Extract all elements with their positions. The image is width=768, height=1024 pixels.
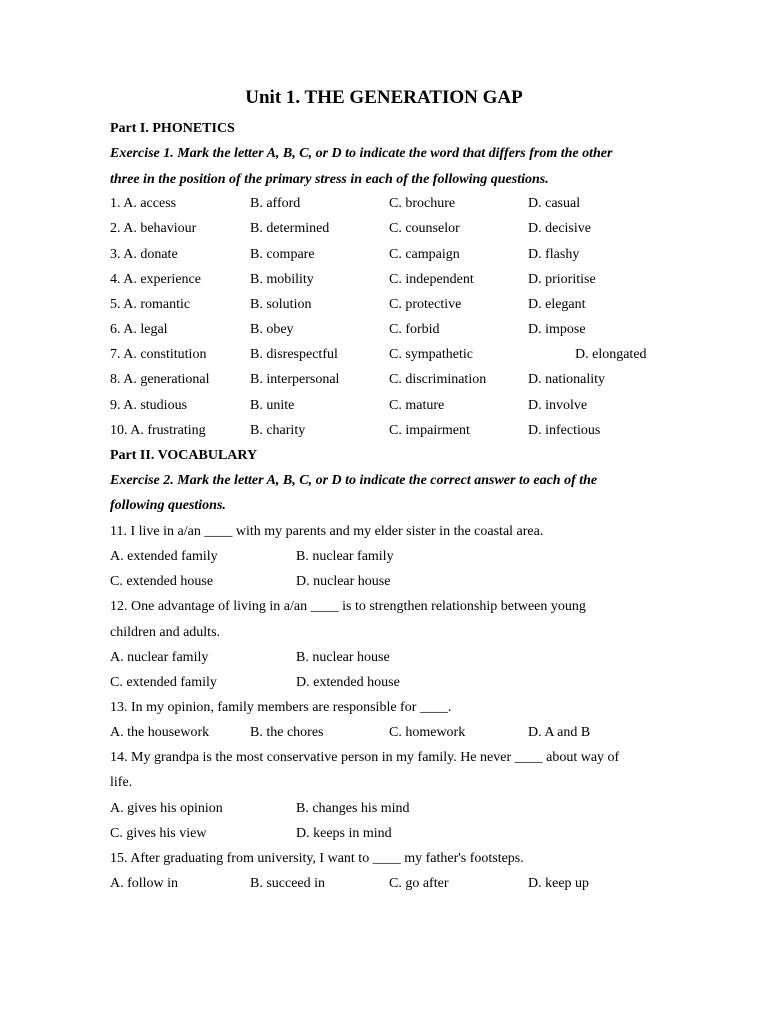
q8-option-d: D. nationality [528, 372, 605, 387]
q12-option-b: B. nuclear house [296, 650, 390, 665]
q13-option-d: D. A and B [528, 725, 591, 740]
q13-option-c: C. homework [389, 725, 466, 740]
q15-stem: 15. After graduating from university, I want to ____ my father's footsteps. [110, 851, 524, 866]
part1-heading: Part I. PHONETICS [110, 121, 235, 136]
q10-option-a: 10. A. frustrating [110, 423, 206, 438]
q7-option-b: B. disrespectful [250, 347, 338, 362]
q14-option-a: A. gives his opinion [110, 801, 223, 816]
q8-option-a: 8. A. generational [110, 372, 210, 387]
q10-option-c: C. impairment [389, 423, 470, 438]
q9-option-c: C. mature [389, 398, 445, 413]
q9-option-a: 9. A. studious [110, 398, 188, 413]
q11-option-a: A. extended family [110, 549, 218, 564]
exercise1-instruction-line2: three in the position of the primary stress in each of the following questions. [110, 172, 549, 187]
q5-option-c: C. protective [389, 297, 462, 312]
q14-option-b: B. changes his mind [296, 801, 410, 816]
q15-option-d: D. keep up [528, 876, 590, 891]
q11-stem: 11. I live in a/an ____ with my parents and my elder sister in the coastal area. [110, 524, 544, 539]
q2-option-b: B. determined [250, 221, 330, 236]
q12-stem-line1: 12. One advantage of living in a/an ____ is to strengthen relationship between young [110, 599, 586, 614]
q2-option-c: C. counselor [389, 221, 460, 236]
q4-option-a: 4. A. experience [110, 272, 201, 287]
q10-option-b: B. charity [250, 423, 306, 438]
page-title: Unit 1. THE GENERATION GAP [245, 87, 523, 108]
q4-option-b: B. mobility [250, 272, 314, 287]
q14-stem-line1: 14. My grandpa is the most conservative person in my family. He never ____ about way of [110, 750, 620, 765]
q6-option-d: D. impose [528, 322, 586, 337]
q3-option-a: 3. A. donate [110, 247, 178, 262]
exercise2-instruction-line2: following questions. [110, 498, 226, 513]
q15-option-b: B. succeed in [250, 876, 326, 891]
part2-heading: Part II. VOCABULARY [110, 448, 258, 463]
q8-option-b: B. interpersonal [250, 372, 340, 387]
q1-option-d: D. casual [528, 196, 581, 211]
exercise1-instruction-line1: Exercise 1. Mark the letter A, B, C, or D to indicate the word that differs from the other [110, 146, 613, 161]
q2-option-a: 2. A. behaviour [110, 221, 197, 236]
q1-option-c: C. brochure [389, 196, 456, 211]
q6-option-a: 6. A. legal [110, 322, 168, 337]
q3-option-d: D. flashy [528, 247, 580, 262]
q11-option-c: C. extended house [110, 574, 214, 589]
q12-option-d: D. extended house [296, 675, 400, 690]
q12-option-c: C. extended family [110, 675, 217, 690]
q4-option-d: D. prioritise [528, 272, 596, 287]
q10-option-d: D. infectious [528, 423, 601, 438]
q9-option-b: B. unite [250, 398, 295, 413]
q11-option-b: B. nuclear family [296, 549, 394, 564]
q6-option-b: B. obey [250, 322, 294, 337]
q9-option-d: D. involve [528, 398, 588, 413]
q3-option-b: B. compare [250, 247, 315, 262]
q13-option-b: B. the chores [250, 725, 324, 740]
q1-option-b: B. afford [250, 196, 301, 211]
q13-option-a: A. the housework [110, 725, 210, 740]
q11-option-d: D. nuclear house [296, 574, 391, 589]
q13-stem: 13. In my opinion, family members are responsible for ____. [110, 700, 452, 715]
q1-option-a: 1. A. access [110, 196, 177, 211]
q7-option-d: D. elongated [575, 347, 647, 362]
q8-option-c: C. discrimination [389, 372, 487, 387]
q5-option-b: B. solution [250, 297, 312, 312]
q7-option-a: 7. A. constitution [110, 347, 207, 362]
q14-option-d: D. keeps in mind [296, 826, 392, 841]
exercise2-instruction-line1: Exercise 2. Mark the letter A, B, C, or D to indicate the correct answer to each of the [110, 473, 598, 488]
q14-option-c: C. gives his view [110, 826, 207, 841]
q12-stem-line2: children and adults. [110, 625, 221, 640]
q3-option-c: C. campaign [389, 247, 460, 262]
q5-option-d: D. elegant [528, 297, 586, 312]
q12-option-a: A. nuclear family [110, 650, 209, 665]
q2-option-d: D. decisive [528, 221, 591, 236]
q6-option-c: C. forbid [389, 322, 440, 337]
q15-option-a: A. follow in [110, 876, 179, 891]
q15-option-c: C. go after [389, 876, 449, 891]
q4-option-c: C. independent [389, 272, 474, 287]
q7-option-c: C. sympathetic [389, 347, 473, 362]
q5-option-a: 5. A. romantic [110, 297, 191, 312]
q14-stem-line2: life. [110, 775, 133, 790]
